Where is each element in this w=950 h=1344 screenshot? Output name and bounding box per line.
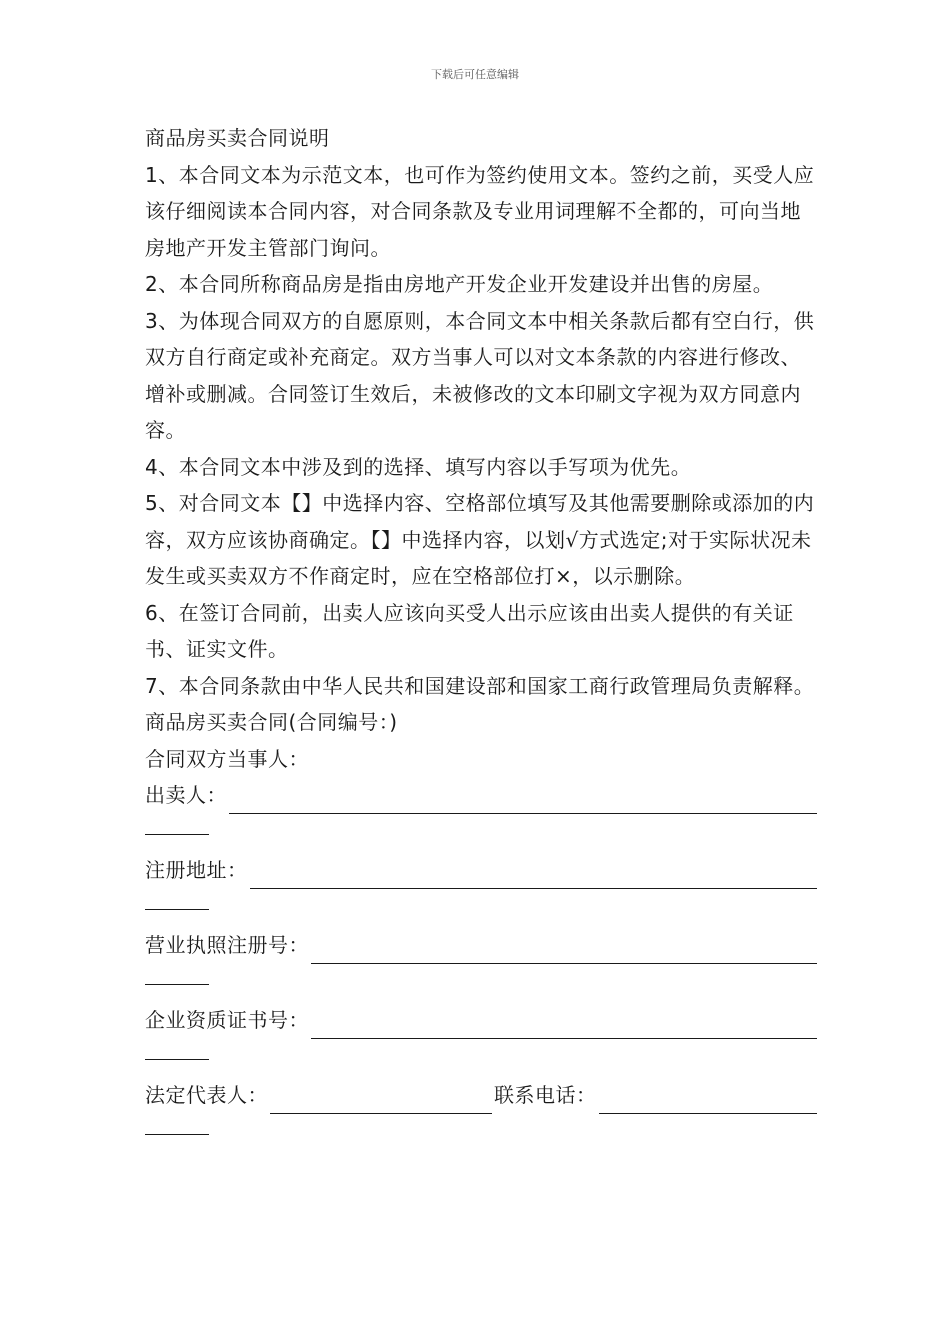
license-blank[interactable] xyxy=(311,938,817,964)
legal-rep-label: 法定代表人： xyxy=(145,1083,268,1107)
phone-label: 联系电话： xyxy=(494,1083,597,1107)
license-field xyxy=(145,927,817,964)
qualification-label: 企业资质证书号： xyxy=(145,1008,309,1032)
parties-label: 合同双方当事人： xyxy=(145,746,309,771)
seller-blank-continuation[interactable] xyxy=(145,822,209,835)
qualification-blank[interactable] xyxy=(311,1013,817,1039)
license-blank-continuation[interactable] xyxy=(145,972,209,985)
seller-label: 出卖人： xyxy=(145,783,227,807)
qualification-field xyxy=(145,1002,817,1039)
address-blank[interactable] xyxy=(250,863,818,889)
legal-rep-phone-field xyxy=(145,1077,817,1114)
address-blank-continuation[interactable] xyxy=(145,897,209,910)
clause-3: 3、为体现合同双方的自愿原则，本合同文本中相关条款后都有空白行，供双方自行商定或补充商定。双方当事人可以对文本条款的内容进行修改、增补或删减。合同签订生效后，未被修改的文本印刷文字视为双方同意内容。 xyxy=(145,308,815,442)
contract-title: 商品房买卖合同(合同编号：) xyxy=(145,710,398,734)
address-field xyxy=(145,852,817,889)
clause-6: 6、在签订合同前，出卖人应该向买受人出示应该由出卖人提供的有关证书、证实文件。 xyxy=(145,600,794,661)
document-title: 商品房买卖合同说明 xyxy=(145,126,330,150)
qualification-blank-continuation[interactable] xyxy=(145,1047,209,1060)
seller-blank[interactable] xyxy=(229,788,817,814)
document-body xyxy=(145,120,817,1152)
clause-7: 7、本合同条款由中华人民共和国建设部和国家工商行政管理局负责解释。 xyxy=(145,673,815,698)
phone-blank-continuation[interactable] xyxy=(145,1122,209,1135)
license-label: 营业执照注册号： xyxy=(145,933,309,957)
clause-2: 2、本合同所称商品房是指由房地产开发企业开发建设并出售的房屋。 xyxy=(145,272,774,296)
address-label: 注册地址： xyxy=(145,858,248,882)
seller-field xyxy=(145,777,817,814)
clause-4: 4、本合同文本中涉及到的选择、填写内容以手写项为优先。 xyxy=(145,454,692,479)
page-header-note: 下载后可任意编辑 xyxy=(431,68,519,81)
phone-blank[interactable] xyxy=(599,1088,818,1114)
clause-5: 5、对合同文本【】中选择内容、空格部位填写及其他需要删除或添加的内容，双方应该协商确定。【】中选择内容，以划√方式选定;对于实际状况未发生或买卖双方不作商定时，应在空格部位打×，以示删除。 xyxy=(145,491,815,588)
legal-rep-blank[interactable] xyxy=(270,1088,492,1114)
clause-1: 1、本合同文本为示范文本，也可作为签约使用文本。签约之前，买受人应该仔细阅读本合同内容，对合同条款及专业用词理解不全都的，可向当地房地产开发主管部门询问。 xyxy=(145,162,815,260)
